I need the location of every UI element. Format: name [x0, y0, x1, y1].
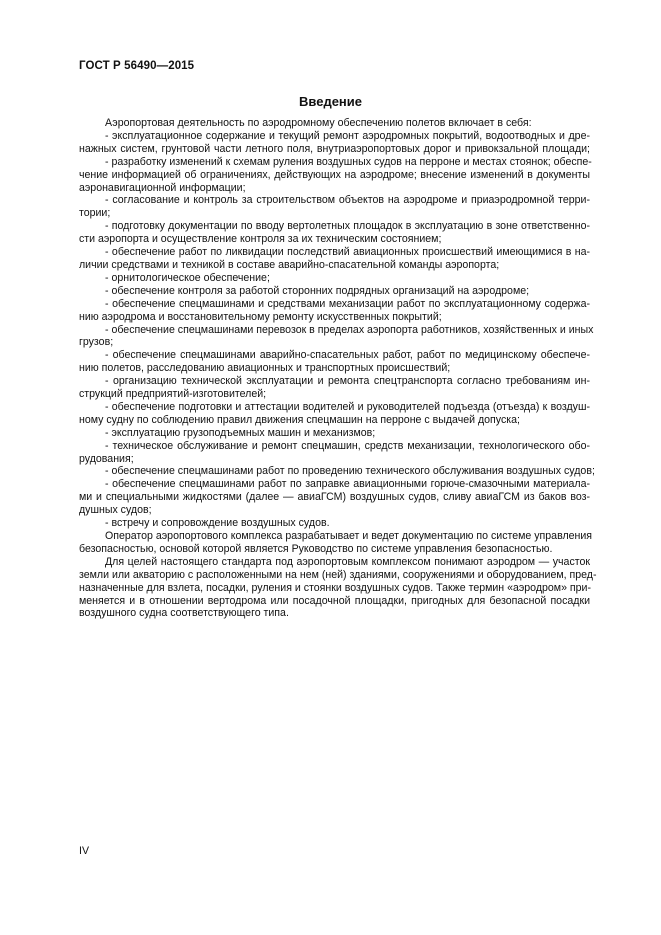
text-line: воздушного судна соответствующего типа.	[79, 607, 289, 620]
text-line: - эксплуатацию грузоподъемных машин и механизмов;	[105, 426, 376, 439]
text-line: нию аэродрома и восстановительному ремонту искусственных покрытий;	[79, 310, 442, 323]
text-line: меняется и в отношении вертодрома или посадочной площадки, пригодных для безопасной посадки	[79, 594, 590, 607]
text-line: ному судну по соблюдению правил движения спецмашин на перроне с выдачей допуска;	[79, 413, 520, 426]
text-line: аэронавигационной информации;	[79, 181, 246, 194]
text-line: - орнитологическое обеспечение;	[105, 271, 270, 284]
text-line: - техническое обслуживание и ремонт спецмашин, средств механизации, технологического обо-	[105, 439, 590, 452]
text-line: нажных систем, грунтовой части летного поля, внутриаэропортовых дорог и привокзальной площади;	[79, 142, 590, 155]
text-line: безопасностью, основой которой является Руководство по системе управления безопасностью.	[79, 542, 553, 555]
text-line: - эксплуатационное содержание и текущий ремонт аэродромных покрытий, водоотводных и дре-	[105, 129, 590, 142]
document-body	[79, 117, 597, 620]
text-line: - обеспечение спецмашинами и средствами механизации работ по эксплуатационному содержа-	[105, 297, 590, 310]
text-line: струкций предприятий-изготовителей;	[79, 388, 267, 401]
text-line: - подготовку документации по вводу вертолетных площадок в эксплуатацию в зоне ответственно-	[105, 220, 590, 233]
text-line: нию полетов, расследованию авиационных и транспортных происшествий;	[79, 362, 451, 375]
text-line: - разработку изменений к схемам руления воздушных судов на перроне и местах стоянок; обеспе-	[105, 155, 592, 168]
text-line: - обеспечение спецмашинами аварийно-спасательных работ, работ по медицинскому обеспече-	[105, 349, 590, 362]
text-line: ми и специальными жидкостями (далее — авиаГСМ) воздушных судов, сливу авиаГСМ из баков воз-	[79, 491, 590, 504]
text-line: - обеспечение контроля за работой сторонних подрядных организаций на аэродроме;	[105, 284, 530, 297]
text-line: - обеспечение спецмашинами работ по проведению технического обслуживания воздушных судов;	[105, 465, 595, 478]
text-line: - встречу и сопровождение воздушных судов.	[105, 517, 330, 530]
text-line: - согласование и контроль за строительством объектов на аэродроме и приаэродромной терри-	[105, 194, 590, 207]
text-line: земли или акваторию с расположенными на нем (ней) зданиями, сооружениями и оборудованием, пред-	[79, 568, 597, 581]
text-line: - обеспечение работ по ликвидации последствий авиационных происшествий имеющимися в на-	[105, 246, 590, 259]
text-line: - организацию технической эксплуатации и ремонта спецтранспорта согласно требованиям ин-	[105, 375, 590, 388]
text-line: Для целей настоящего стандарта под аэропортовым комплексом понимают аэродром — участок	[105, 555, 590, 568]
text-line: - обеспечение спецмашинами работ по заправке авиационными горюче-смазочными материала-	[105, 478, 590, 491]
section-title: Введение	[299, 94, 362, 109]
text-line: рудования;	[79, 452, 134, 465]
text-line: грузов;	[79, 336, 114, 349]
page-number: IV	[79, 845, 90, 857]
text-line: сти аэропорта и осуществление контроля за их техническим состоянием;	[79, 233, 442, 246]
text-line: - обеспечение подготовки и аттестации водителей и руководителей подъезда (отъезда) к воздуш-	[105, 400, 590, 413]
text-line: Аэропортовая деятельность по аэродромному обеспечению полетов включает в себя:	[105, 117, 532, 129]
text-line: назначенные для взлета, посадки, руления и стоянки воздушных судов. Также термин «аэродром» при-	[79, 581, 591, 594]
text-line: - обеспечение спецмашинами перевозок в пределах аэропорта работников, хозяйственных и иных	[105, 323, 594, 336]
text-line: Оператор аэропортового комплекса разрабатывает и ведет документацию по системе управления	[105, 530, 593, 542]
document-number: ГОСТ Р 56490—2015	[79, 60, 195, 72]
text-line: личии средствами и техникой в составе аварийно-спасательной команды аэропорта;	[79, 258, 500, 271]
text-line: чение информацией об ограничениях, действующих на аэродроме; внесение изменений в документы	[79, 168, 590, 181]
text-line: тории;	[79, 207, 111, 220]
text-line: душных судов;	[79, 504, 152, 517]
